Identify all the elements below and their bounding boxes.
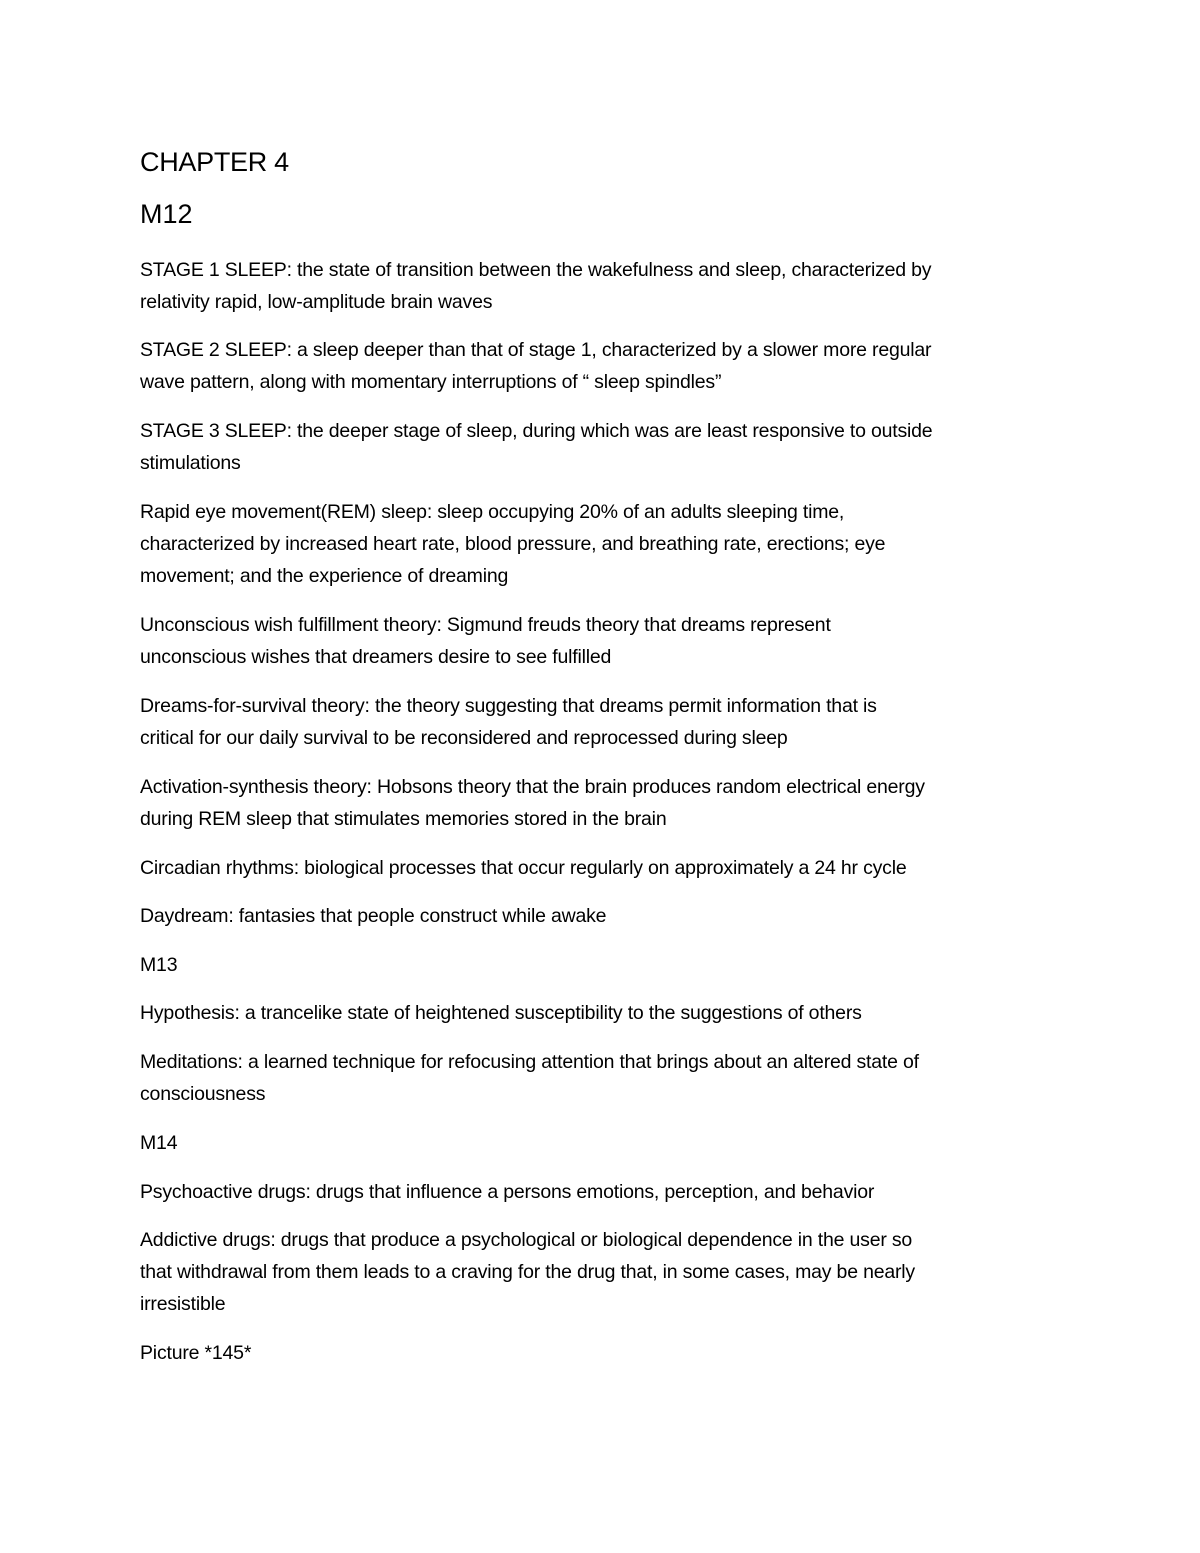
definition-meditations [140, 1046, 1045, 1110]
text-line: M13 [140, 954, 178, 976]
definition-circadian-rhythms [140, 852, 1045, 884]
definition-hypothesis [140, 997, 1045, 1029]
text-line: relativity rapid, low-amplitude brain waves [140, 291, 493, 313]
text-line: movement; and the experience of dreaming [140, 565, 509, 587]
definition-psychoactive-drugs [140, 1176, 1045, 1208]
text-line: Psychoactive drugs: drugs that influence a persons emotions, perception, and behavior [140, 1181, 875, 1203]
text-line: characterized by increased heart rate, blood pressure, and breathing rate, erections; eye [140, 533, 886, 555]
text-line: Unconscious wish fulfillment theory: Sigmund freuds theory that dreams represent [140, 614, 831, 636]
text-line: M14 [140, 1132, 178, 1154]
definition-rem-sleep [140, 496, 1045, 592]
definition-activation-synthesis-theory [140, 771, 1045, 835]
picture-note [140, 1337, 1045, 1369]
text-line: Picture *145* [140, 1342, 252, 1364]
section-heading-m14 [140, 1127, 1045, 1159]
text-line: irresistible [140, 1293, 226, 1315]
text-line: Addictive drugs: drugs that produce a psychological or biological dependence in the user so [140, 1229, 913, 1251]
text-line: unconscious wishes that dreamers desire to see fulfilled [140, 646, 612, 668]
text-line: during REM sleep that stimulates memories stored in the brain [140, 808, 667, 830]
text-line: Activation-synthesis theory: Hobsons theory that the brain produces random electrical energy [140, 776, 925, 798]
definition-stage-2-sleep [140, 334, 1045, 398]
text-line: critical for our daily survival to be reconsidered and reprocessed during sleep [140, 727, 788, 749]
text-line: that withdrawal from them leads to a craving for the drug that, in some cases, may be nearly [140, 1261, 915, 1283]
text-line: Rapid eye movement(REM) sleep: sleep occupying 20% of an adults sleeping time, [140, 501, 845, 523]
definition-stage-3-sleep [140, 415, 1045, 479]
text-line: STAGE 2 SLEEP: a sleep deeper than that of stage 1, characterized by a slower more regular [140, 339, 932, 361]
definition-wish-fulfillment-theory [140, 609, 1045, 673]
text-line: stimulations [140, 452, 241, 474]
text-line: Circadian rhythms: biological processes that occur regularly on approximately a 24 hr cycle [140, 857, 907, 879]
definition-stage-1-sleep [140, 254, 1045, 318]
text-line: STAGE 1 SLEEP: the state of transition between the wakefulness and sleep, characterized by [140, 259, 932, 281]
definition-addictive-drugs [140, 1224, 1045, 1320]
section-heading-m13 [140, 949, 1045, 981]
text-line: consciousness [140, 1083, 266, 1105]
text-line: Hypothesis: a trancelike state of heightened susceptibility to the suggestions of others [140, 1002, 862, 1024]
definition-dreams-for-survival-theory [140, 690, 1045, 754]
text-line: Meditations: a learned technique for refocusing attention that brings about an altered state of [140, 1051, 919, 1073]
text-line: STAGE 3 SLEEP: the deeper stage of sleep, during which was are least responsive to outside [140, 420, 933, 442]
text-line: Daydream: fantasies that people construct while awake [140, 905, 607, 927]
text-line: Dreams-for-survival theory: the theory suggesting that dreams permit information that is [140, 695, 877, 717]
section-heading-m12: M12 [140, 199, 193, 229]
chapter-title: CHAPTER 4 [140, 147, 289, 177]
text-line: wave pattern, along with momentary interruptions of “ sleep spindles” [140, 371, 722, 393]
definition-daydream [140, 900, 1045, 932]
